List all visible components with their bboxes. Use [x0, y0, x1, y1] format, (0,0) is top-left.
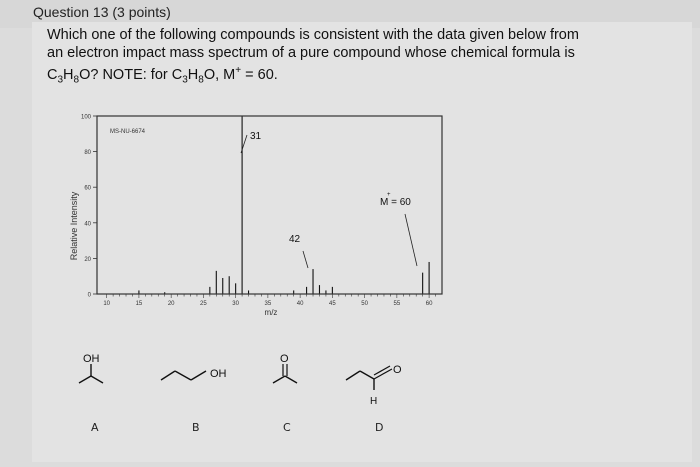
peak-42-leader — [303, 251, 308, 268]
option-d-o: O — [393, 364, 402, 376]
y-tick-label: 0 — [87, 292, 91, 299]
y-tick-label: 100 — [80, 114, 91, 121]
y-tick-label: 60 — [84, 185, 91, 192]
question-title: Question 13 (3 points) — [33, 4, 171, 20]
y-axis-label: Relative Intensity — [69, 191, 79, 261]
x-tick-label: 50 — [361, 301, 368, 307]
option-d-structure — [342, 360, 412, 410]
option-a-oh: OH — [83, 353, 100, 365]
option-c-label[interactable]: C — [283, 421, 291, 434]
option-c-structure — [265, 350, 315, 392]
peak-42-label: 42 — [289, 234, 301, 245]
y-axis-ticks — [81, 115, 97, 299]
y-tick-label: 20 — [84, 256, 91, 263]
x-tick-label: 60 — [425, 301, 433, 307]
x-tick-label: 15 — [135, 301, 143, 307]
x-tick-label: 25 — [200, 301, 207, 307]
x-tick-label: 40 — [296, 301, 304, 307]
question-stem — [47, 27, 607, 89]
y-tick-label: 40 — [84, 221, 91, 228]
molecular-ion-sup: + — [387, 192, 391, 198]
x-tick-label: 30 — [232, 301, 239, 307]
x-tick-label: 55 — [393, 301, 401, 307]
option-c-o: O — [280, 353, 289, 365]
option-b-structure — [158, 360, 238, 390]
spectrum-header-code: MS-NU-6674 — [110, 129, 146, 135]
y-tick-label: 80 — [84, 150, 91, 157]
x-axis-label: m/z — [264, 308, 278, 317]
stem-line-2: an electron impact mass spectrum of a pure compound whose chemical formula is — [47, 44, 575, 61]
x-tick-label: 45 — [329, 301, 336, 307]
x-tick-label: 35 — [264, 301, 272, 307]
x-axis-ticks — [103, 294, 435, 307]
molecular-ion-label: M = 60 — [380, 197, 411, 208]
molecular-ion-leader — [405, 214, 417, 266]
mass-spectrum-chart — [60, 108, 480, 323]
stem-line-1: Which one of the following compounds is consistent with the data given below from — [47, 27, 579, 43]
x-tick-label: 20 — [167, 301, 175, 307]
option-a-label[interactable]: A — [91, 421, 99, 434]
option-a-structure — [70, 350, 130, 390]
option-d-h: H — [370, 396, 378, 407]
x-tick-label: 10 — [103, 301, 111, 307]
stem-line-3: $C_3H_8O$? NOTE: for $C_3H_8O$, M+ = 60. — [47, 65, 278, 86]
option-b-label[interactable]: B — [192, 421, 200, 434]
peak-31-label: 31 — [250, 131, 262, 142]
option-b-oh: OH — [210, 368, 227, 380]
option-d-label[interactable]: D — [375, 421, 384, 434]
